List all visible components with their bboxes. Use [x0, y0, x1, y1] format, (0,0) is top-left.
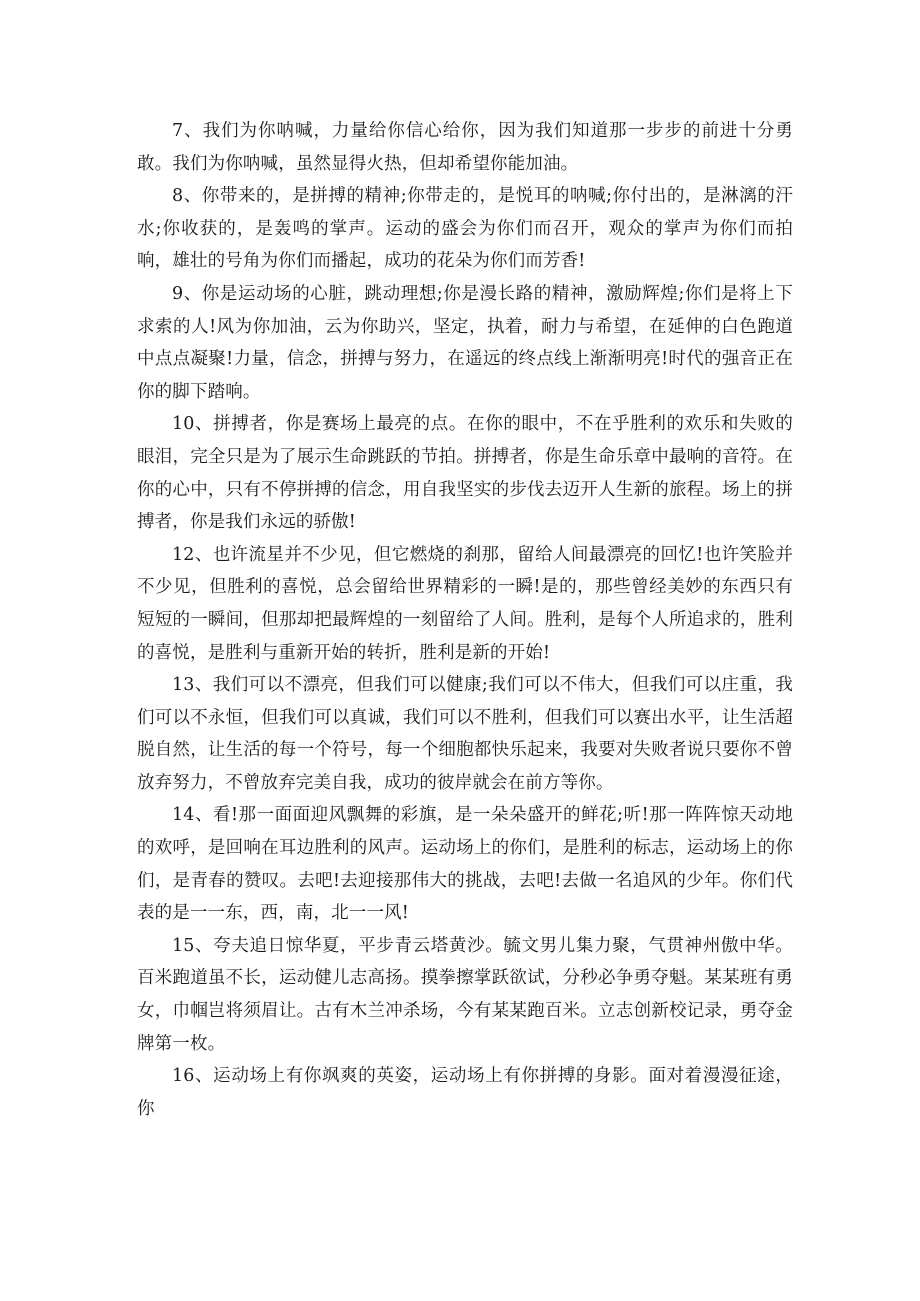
paragraph-9: 9、你是运动场的心脏，跳动理想;你是漫长路的精神，激励辉煌;你们是将上下求索的人!风为你加油，云为你助兴，坚定，执着，耐力与希望，在延伸的白色跑道中点点凝聚!力量，信念，拼搏与努力，在遥远的终点线上渐渐明亮!时代的强音正在你的脚下踏响。: [137, 283, 793, 402]
paragraph-14: 14、看!那一面面迎风飘舞的彩旗，是一朵朵盛开的鲜花;听!那一阵阵惊天动地的欢呼，是回响在耳边胜利的风声。运动场上的你们，是胜利的标志，运动场上的你们，是青春的赞叹。去吧!去迎接那伟大的挑战，去吧!去做一名追风的少年。你们代表的是一一东，西，南，北一一风!: [137, 805, 793, 924]
paragraph-8: 8、你带来的，是拼搏的精神;你带走的，是悦耳的呐喊;你付出的，是淋漓的汗水;你收获的，是轰鸣的掌声。运动的盛会为你们而召开，观众的掌声为你们而拍响，雄壮的号角为你们而播起，成功的花朵为你们而芳香!: [137, 186, 793, 272]
paragraph-12: 12、也许流星并不少见，但它燃烧的刹那，留给人间最漂亮的回忆!也许笑脸并不少见，但胜利的喜悦，总会留给世界精彩的一瞬!是的，那些曾经美妙的东西只有短短的一瞬间，但那却把最辉煌的一刻留给了人间。胜利，是每个人所追求的，胜利的喜悦，是胜利与重新开始的转折，胜利是新的开始!: [137, 544, 793, 663]
paragraph-7: 7、我们为你呐喊，力量给你信心给你，因为我们知道那一步步的前进十分勇敢。我们为你呐喊，虽然显得火热，但却希望你能加油。: [137, 121, 793, 174]
paragraph-15: 15、夸夫追日惊华夏，平步青云塔黄沙。毓文男儿集力聚，气贯神州傲中华。百米跑道虽不长，运动健儿志高扬。摸拳擦掌跃欲试，分秒必争勇夺魁。某某班有勇女，巾帼岂将须眉让。古有木兰冲杀场，今有某某跑百米。立志创新校记录，勇夺金牌第一枚。: [137, 935, 793, 1054]
paragraph-13: 13、我们可以不漂亮，但我们可以健康;我们可以不伟大，但我们可以庄重，我们可以不永恒，但我们可以真诚，我们可以不胜利，但我们可以赛出水平，让生活超脱自然，让生活的每一个符号，每一个细胞都快乐起来，我要对失败者说只要你不曾放弃努力，不曾放弃完美自我，成功的彼岸就会在前方等你。: [137, 675, 793, 793]
paragraph-16: 16、运动场上有你飒爽的英姿，运动场上有你拼搏的身影。面对着漫漫征途，你: [137, 1066, 793, 1119]
document-body: [137, 115, 793, 1125]
paragraph-10: 10、拼搏者，你是赛场上最亮的点。在你的眼中，不在乎胜利的欢乐和失败的眼泪，完全只是为了展示生命跳跃的节拍。拼搏者，你是生命乐章中最响的音符。在你的心中，只有不停拼搏的信念，用自我坚实的步伐去迈开人生新的旅程。场上的拼搏者，你是我们永远的骄傲!: [137, 414, 793, 533]
